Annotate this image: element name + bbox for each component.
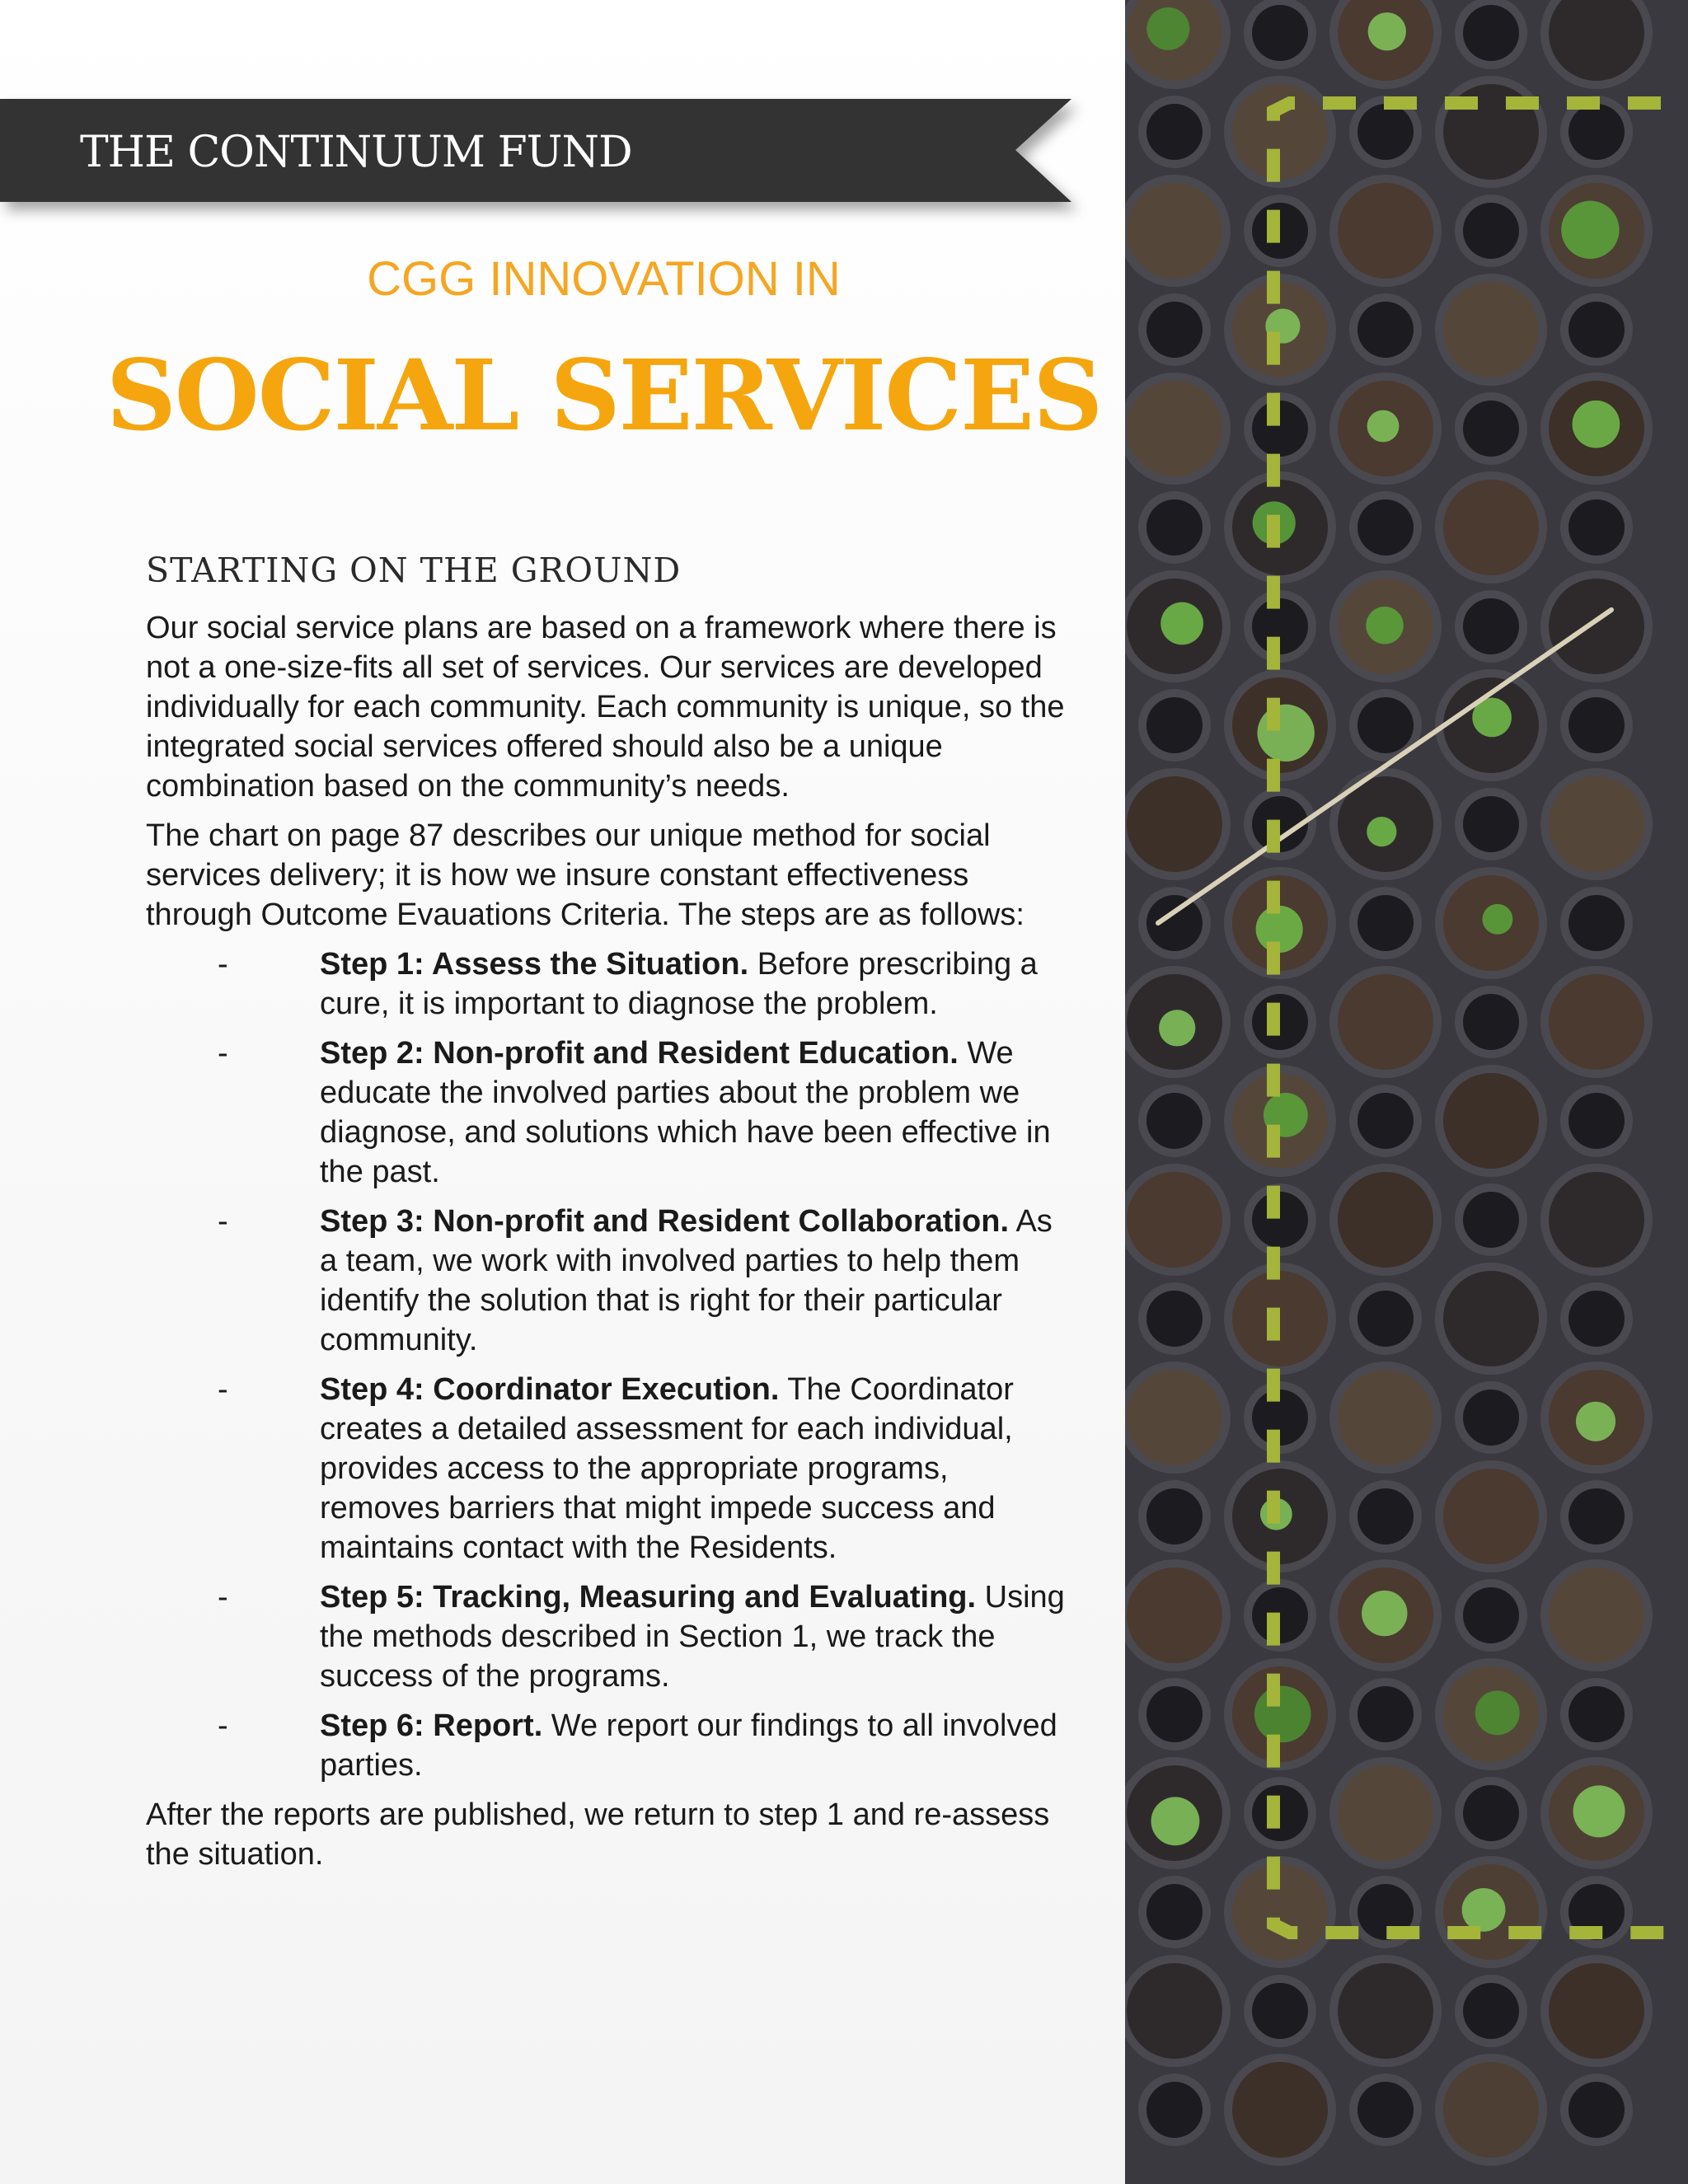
step-text: We report our findings to all involved parties. <box>320 1708 1057 1783</box>
closing-paragraph: After the reports are published, we return to step 1 and re-assess the situation. <box>146 1797 1050 1872</box>
step-title: Step 6: Report. <box>320 1708 543 1743</box>
step-title: Step 5: Tracking, Measuring and Evaluating. <box>320 1580 977 1615</box>
step-text: As a team, we work with involved parties to help them identify the solution that is right for their particular community. <box>320 1204 1053 1357</box>
step-text: The Coordinator creates a detailed assessment for each individual, provides access to the appropriate programs, removes barriers that might impede success and maintains contact with the Residents. <box>320 1372 1014 1565</box>
intro-paragraph: The chart on page 87 describes our unique method for social services delivery; it is how we insure constant effectiveness through Outcome Evauations Criteria. The steps are as follows: <box>146 818 1025 932</box>
step-title: Step 1: Assess the Situation. <box>320 947 749 982</box>
step-bullet: - <box>218 1204 228 1239</box>
step-item <box>146 1577 1069 1696</box>
main-content <box>146 551 1069 1884</box>
step-item <box>146 1706 1069 1785</box>
banner-label: THE CONTINUUM FUND <box>80 128 632 177</box>
step-title: Step 2: Non-profit and Resident Education. <box>320 1036 959 1071</box>
step-text: Before prescribing a cure, it is important to diagnose the problem. <box>320 947 1038 1021</box>
step-item <box>146 1370 1069 1568</box>
seedling-tray-image <box>1125 0 1688 2184</box>
step-bullet: - <box>218 947 228 982</box>
step-title: Step 4: Coordinator Execution. <box>320 1372 780 1407</box>
step-bullet: - <box>218 1580 228 1615</box>
step-bullet: - <box>218 1372 228 1407</box>
step-text: We educate the involved parties about the problem we diagnose, and solutions which have been effective in the past. <box>320 1036 1051 1189</box>
steps-list <box>146 944 1069 1785</box>
step-title: Step 3: Non-profit and Resident Collaboration. <box>320 1204 1009 1239</box>
step-bullet: - <box>218 1708 228 1743</box>
step-item <box>146 944 1069 1024</box>
step-bullet: - <box>218 1036 228 1071</box>
page-title: SOCIAL SERVICES <box>106 338 1102 452</box>
page-subtitle: CGG INNOVATION IN <box>367 252 841 306</box>
intro-paragraph: Our social service plans are based on a framework where there is not a one-size-fits all set of services. Our services are developed individually for each community. Each community is unique, so the integrated social services offered should also be a unique combination based on the community’s needs. <box>146 611 1065 804</box>
section-heading: STARTING ON THE GROUND <box>146 551 682 590</box>
step-item <box>146 1033 1069 1192</box>
step-item <box>146 1202 1069 1360</box>
seedling-tray-photo <box>1125 0 1688 2184</box>
step-text: Using the methods described in Section 1, we track the success of the programs. <box>320 1580 1065 1694</box>
